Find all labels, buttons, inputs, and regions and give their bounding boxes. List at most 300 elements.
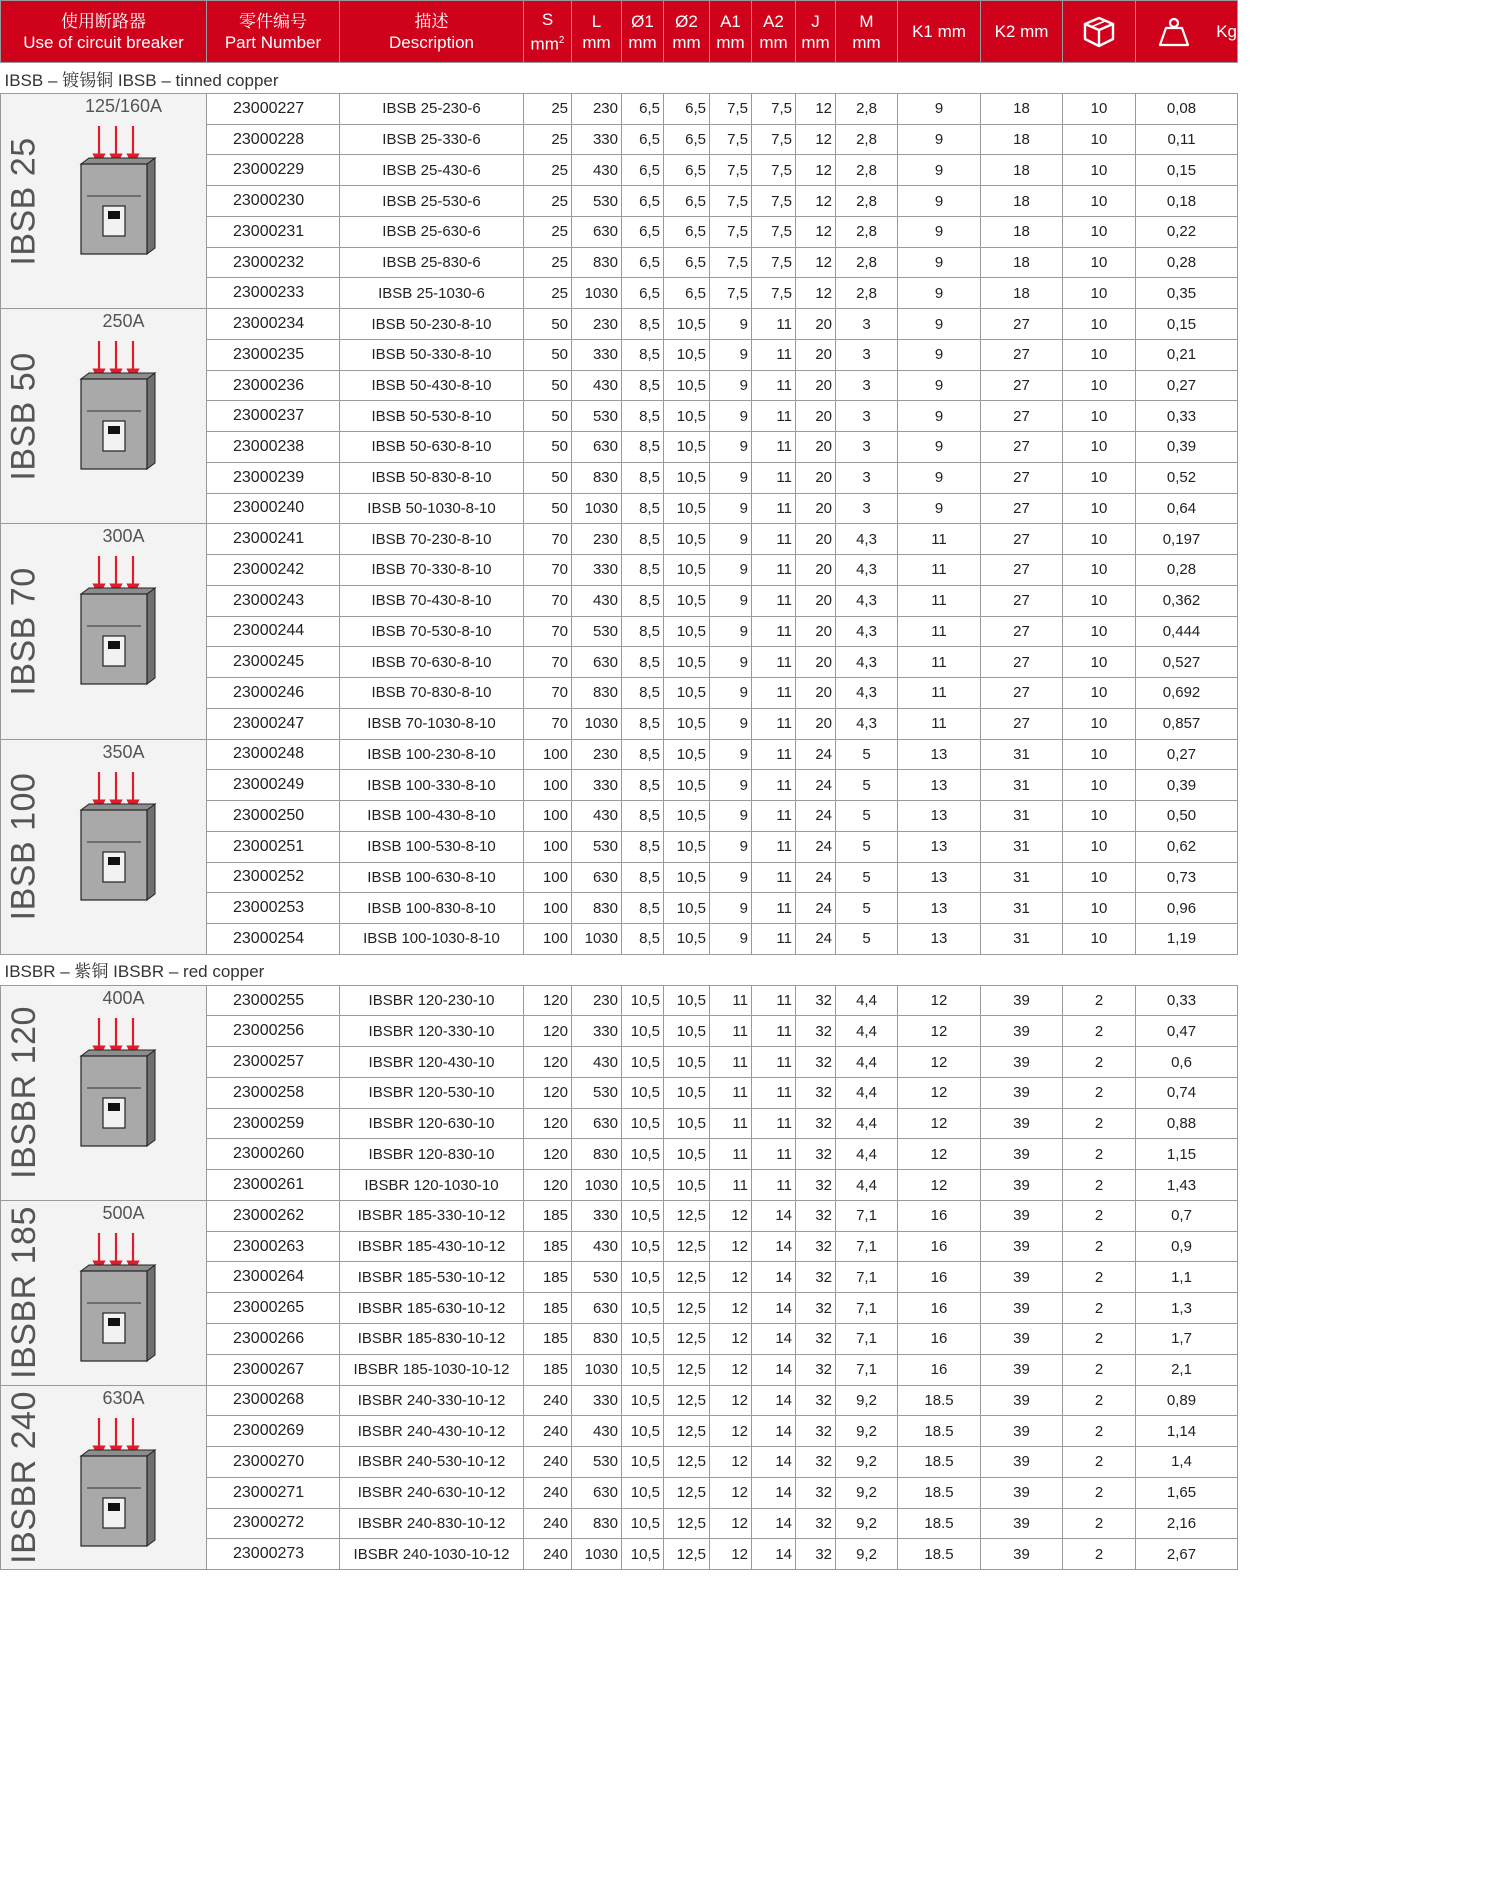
value-cell: 0,444 [1136,616,1238,647]
value-cell: 31 [981,831,1063,862]
value-cell: 1030 [572,278,622,309]
value-cell: 2 [1063,1077,1136,1108]
value-cell: 12 [796,124,836,155]
part-number-cell: 23000243 [207,585,340,616]
value-cell: 11 [710,1170,752,1201]
value-cell: 10,5 [664,432,710,463]
value-cell: 10,5 [664,524,710,555]
value-cell: 32 [796,1047,836,1078]
value-cell: 31 [981,770,1063,801]
value-cell: 12 [710,1539,752,1570]
value-cell: 10,5 [622,1416,664,1447]
value-cell: 8,5 [622,339,664,370]
col-breaker-header [1,1,207,63]
value-cell: 4,3 [836,524,898,555]
value-cell: 1,43 [1136,1170,1238,1201]
value-cell: 0,7 [1136,1200,1238,1231]
value-cell: 4,4 [836,1108,898,1139]
description-cell: IBSB 70-430-8-10 [340,585,524,616]
value-cell: 530 [572,1447,622,1478]
value-cell: 2 [1063,985,1136,1016]
value-cell: 2 [1063,1170,1136,1201]
part-number-cell: 23000264 [207,1262,340,1293]
description-cell: IBSBR 240-1030-10-12 [340,1539,524,1570]
value-cell: 20 [796,370,836,401]
value-cell: 1,7 [1136,1324,1238,1355]
value-cell: 32 [796,1324,836,1355]
value-cell: 9 [898,462,981,493]
col-m-label: M [859,11,874,31]
description-cell: IBSBR 185-430-10-12 [340,1231,524,1262]
breaker-group-cell [1,985,207,1200]
value-cell: 11 [752,585,796,616]
value-cell: 2 [1063,1016,1136,1047]
breaker-group-name: IBSBR 240 [4,1390,43,1564]
value-cell: 1,65 [1136,1477,1238,1508]
value-cell: 185 [524,1262,572,1293]
part-number-cell: 23000270 [207,1447,340,1478]
value-cell: 8,5 [622,893,664,924]
col-k2-header [981,1,1063,63]
breaker-group-cell [1,524,207,739]
value-cell: 10 [1063,432,1136,463]
value-cell: 9 [898,432,981,463]
value-cell: 10,5 [622,1477,664,1508]
value-cell: 0,197 [1136,524,1238,555]
value-cell: 4,4 [836,1170,898,1201]
part-number-cell: 23000228 [207,124,340,155]
part-number-cell: 23000248 [207,739,340,770]
value-cell: 11 [752,1108,796,1139]
value-cell: 11 [752,831,796,862]
value-cell: 16 [898,1231,981,1262]
value-cell: 3 [836,309,898,340]
part-number-cell: 23000238 [207,432,340,463]
part-number-cell: 23000258 [207,1077,340,1108]
value-cell: 0,9 [1136,1231,1238,1262]
value-cell: 24 [796,923,836,954]
value-cell: 11 [752,1139,796,1170]
value-cell: 430 [572,585,622,616]
value-cell: 70 [524,678,572,709]
part-number-cell: 23000232 [207,247,340,278]
value-cell: 10,5 [664,1108,710,1139]
value-cell: 10,5 [622,1077,664,1108]
value-cell: 10 [1063,862,1136,893]
value-cell: 11 [752,462,796,493]
col-desc-cn: 描述 [414,11,449,31]
value-cell: 0,6 [1136,1047,1238,1078]
value-cell: 27 [981,493,1063,524]
description-cell: IBSB 25-530-6 [340,186,524,217]
value-cell: 18 [981,216,1063,247]
value-cell: 12,5 [664,1385,710,1416]
value-cell: 11 [752,524,796,555]
value-cell: 11 [752,893,796,924]
value-cell: 10 [1063,124,1136,155]
value-cell: 18.5 [898,1416,981,1447]
value-cell: 6,5 [622,216,664,247]
value-cell: 11 [710,1108,752,1139]
section-title: IBSBR – 紫铜 IBSBR – red copper [1,954,1238,985]
value-cell: 530 [572,186,622,217]
value-cell: 7,5 [710,186,752,217]
description-cell: IBSBR 120-630-10 [340,1108,524,1139]
value-cell: 3 [836,493,898,524]
value-cell: 6,5 [664,124,710,155]
breaker-group-name: IBSB 25 [4,136,43,266]
value-cell: 185 [524,1200,572,1231]
value-cell: 11 [752,770,796,801]
value-cell: 20 [796,678,836,709]
value-cell: 20 [796,462,836,493]
description-cell: IBSB 25-1030-6 [340,278,524,309]
value-cell: 0,50 [1136,801,1238,832]
value-cell: 2 [1063,1385,1136,1416]
value-cell: 27 [981,401,1063,432]
value-cell: 27 [981,339,1063,370]
description-cell: IBSB 100-830-8-10 [340,893,524,924]
description-cell: IBSB 70-1030-8-10 [340,708,524,739]
value-cell: 13 [898,862,981,893]
value-cell: 2,1 [1136,1354,1238,1385]
value-cell: 16 [898,1293,981,1324]
part-number-cell: 23000253 [207,893,340,924]
value-cell: 70 [524,616,572,647]
col-j-header [796,1,836,63]
value-cell: 14 [752,1293,796,1324]
value-cell: 9 [710,555,752,586]
value-cell: 14 [752,1231,796,1262]
description-cell: IBSB 100-530-8-10 [340,831,524,862]
value-cell: 0,35 [1136,278,1238,309]
value-cell: 830 [572,247,622,278]
value-cell: 9 [710,739,752,770]
value-cell: 12 [898,1170,981,1201]
value-cell: 6,5 [622,186,664,217]
value-cell: 50 [524,493,572,524]
value-cell: 9 [710,801,752,832]
value-cell: 31 [981,862,1063,893]
value-cell: 9 [710,678,752,709]
value-cell: 16 [898,1200,981,1231]
value-cell: 9,2 [836,1539,898,1570]
table-row [1,524,1238,555]
value-cell: 11 [752,401,796,432]
value-cell: 13 [898,801,981,832]
value-cell: 1,4 [1136,1447,1238,1478]
table-row [1,309,1238,340]
description-cell: IBSBR 120-530-10 [340,1077,524,1108]
breaker-group-cell [1,309,207,524]
value-cell: 11 [710,1047,752,1078]
value-cell: 2 [1063,1354,1136,1385]
value-cell: 120 [524,985,572,1016]
value-cell: 16 [898,1262,981,1293]
value-cell: 11 [752,923,796,954]
value-cell: 100 [524,801,572,832]
value-cell: 32 [796,1077,836,1108]
value-cell: 10,5 [622,1200,664,1231]
col-part-cn: 零件编号 [239,11,307,31]
value-cell: 7,1 [836,1231,898,1262]
value-cell: 240 [524,1508,572,1539]
value-cell: 0,62 [1136,831,1238,862]
value-cell: 10,5 [664,339,710,370]
value-cell: 14 [752,1508,796,1539]
value-cell: 10 [1063,339,1136,370]
breaker-group-cell [1,739,207,954]
value-cell: 100 [524,739,572,770]
description-cell: IBSB 25-430-6 [340,155,524,186]
value-cell: 9 [898,370,981,401]
value-cell: 20 [796,524,836,555]
value-cell: 10,5 [622,1231,664,1262]
value-cell: 10,5 [664,309,710,340]
circuit-breaker-icon [77,1227,161,1367]
value-cell: 185 [524,1231,572,1262]
value-cell: 2 [1063,1293,1136,1324]
value-cell: 10,5 [664,1016,710,1047]
value-cell: 7,5 [710,155,752,186]
value-cell: 11 [752,555,796,586]
value-cell: 330 [572,555,622,586]
value-cell: 20 [796,401,836,432]
value-cell: 5 [836,831,898,862]
value-cell: 530 [572,1077,622,1108]
col-part-en: Part Number [224,32,322,52]
value-cell: 24 [796,770,836,801]
breaker-group-name: IBSBR 120 [4,1006,43,1180]
value-cell: 11 [898,585,981,616]
col-s-label: S [541,9,554,29]
value-cell: 11 [898,708,981,739]
description-cell: IBSBR 185-530-10-12 [340,1262,524,1293]
part-number-cell: 23000236 [207,370,340,401]
breaker-rating: 125/160A [84,96,163,116]
value-cell: 18.5 [898,1477,981,1508]
value-cell: 0,692 [1136,678,1238,709]
value-cell: 10 [1063,801,1136,832]
value-cell: 630 [572,1477,622,1508]
value-cell: 9 [710,339,752,370]
value-cell: 50 [524,462,572,493]
value-cell: 14 [752,1385,796,1416]
part-number-cell: 23000241 [207,524,340,555]
description-cell: IBSBR 185-330-10-12 [340,1200,524,1231]
part-number-cell: 23000237 [207,401,340,432]
value-cell: 39 [981,1016,1063,1047]
value-cell: 18.5 [898,1539,981,1570]
value-cell: 32 [796,1231,836,1262]
part-number-cell: 23000269 [207,1416,340,1447]
value-cell: 13 [898,831,981,862]
part-number-cell: 23000263 [207,1231,340,1262]
part-number-cell: 23000254 [207,923,340,954]
value-cell: 530 [572,401,622,432]
value-cell: 4,4 [836,1139,898,1170]
col-breaker-cn: 使用断路器 [61,11,146,31]
value-cell: 8,5 [622,862,664,893]
value-cell: 32 [796,1447,836,1478]
value-cell: 9 [898,278,981,309]
value-cell: 2 [1063,1200,1136,1231]
value-cell: 6,5 [622,124,664,155]
value-cell: 330 [572,1016,622,1047]
description-cell: IBSBR 240-630-10-12 [340,1477,524,1508]
description-cell: IBSB 50-630-8-10 [340,432,524,463]
breaker-group-name: IBSB 70 [4,567,43,696]
value-cell: 120 [524,1108,572,1139]
value-cell: 12,5 [664,1508,710,1539]
value-cell: 10 [1063,216,1136,247]
col-k1-header [898,1,981,63]
value-cell: 10 [1063,585,1136,616]
value-cell: 9 [898,247,981,278]
value-cell: 10,5 [664,862,710,893]
value-cell: 830 [572,1139,622,1170]
value-cell: 39 [981,1385,1063,1416]
value-cell: 11 [752,708,796,739]
value-cell: 120 [524,1170,572,1201]
value-cell: 31 [981,893,1063,924]
table-row [1,739,1238,770]
value-cell: 8,5 [622,432,664,463]
value-cell: 18 [981,155,1063,186]
spec-table-body [1,63,1238,1570]
value-cell: 5 [836,739,898,770]
value-cell: 27 [981,708,1063,739]
value-cell: 10,5 [664,647,710,678]
value-cell: 430 [572,801,622,832]
value-cell: 120 [524,1047,572,1078]
description-cell: IBSBR 185-630-10-12 [340,1293,524,1324]
value-cell: 0,64 [1136,493,1238,524]
value-cell: 39 [981,985,1063,1016]
value-cell: 32 [796,1139,836,1170]
value-cell: 11 [898,647,981,678]
value-cell: 13 [898,893,981,924]
value-cell: 0,52 [1136,462,1238,493]
value-cell: 32 [796,1385,836,1416]
value-cell: 240 [524,1385,572,1416]
value-cell: 27 [981,647,1063,678]
value-cell: 5 [836,862,898,893]
value-cell: 27 [981,555,1063,586]
part-number-cell: 23000262 [207,1200,340,1231]
value-cell: 12 [898,1047,981,1078]
description-cell: IBSBR 120-830-10 [340,1139,524,1170]
value-cell: 10,5 [664,370,710,401]
value-cell: 830 [572,1508,622,1539]
table-row [1,1385,1238,1416]
col-a2-unit: mm [759,32,788,52]
value-cell: 50 [524,339,572,370]
part-number-cell: 23000250 [207,801,340,832]
col-l-header [572,1,622,63]
value-cell: 12 [796,186,836,217]
col-d2-header [664,1,710,63]
value-cell: 3 [836,370,898,401]
value-cell: 6,5 [622,155,664,186]
value-cell: 12 [710,1385,752,1416]
value-cell: 2 [1063,1324,1136,1355]
value-cell: 7,5 [752,278,796,309]
value-cell: 20 [796,339,836,370]
col-a1-unit: mm [716,32,745,52]
value-cell: 2 [1063,1416,1136,1447]
value-cell: 9 [710,462,752,493]
description-cell: IBSBR 120-330-10 [340,1016,524,1047]
col-s-unit: mm [530,34,559,54]
value-cell: 4,4 [836,1077,898,1108]
value-cell: 10,5 [664,616,710,647]
value-cell: 10,5 [664,985,710,1016]
value-cell: 0,362 [1136,585,1238,616]
description-cell: IBSB 70-230-8-10 [340,524,524,555]
value-cell: 11 [898,616,981,647]
value-cell: 9 [710,770,752,801]
value-cell: 14 [752,1416,796,1447]
value-cell: 39 [981,1447,1063,1478]
value-cell: 70 [524,555,572,586]
value-cell: 1030 [572,1170,622,1201]
value-cell: 7,1 [836,1200,898,1231]
value-cell: 12 [796,94,836,125]
value-cell: 9 [710,616,752,647]
part-number-cell: 23000251 [207,831,340,862]
value-cell: 14 [752,1539,796,1570]
value-cell: 0,39 [1136,432,1238,463]
col-kg-label: Kg [1216,22,1237,41]
value-cell: 11 [752,493,796,524]
value-cell: 9,2 [836,1385,898,1416]
description-cell: IBSB 50-830-8-10 [340,462,524,493]
value-cell: 12,5 [664,1293,710,1324]
value-cell: 8,5 [622,770,664,801]
value-cell: 9 [710,370,752,401]
value-cell: 10 [1063,493,1136,524]
part-number-cell: 23000265 [207,1293,340,1324]
value-cell: 27 [981,432,1063,463]
value-cell: 10,5 [622,1139,664,1170]
description-cell: IBSBR 240-530-10-12 [340,1447,524,1478]
value-cell: 10 [1063,616,1136,647]
value-cell: 12 [710,1200,752,1231]
value-cell: 240 [524,1447,572,1478]
value-cell: 18.5 [898,1508,981,1539]
value-cell: 10,5 [622,1047,664,1078]
col-d2-unit: mm [672,32,701,52]
value-cell: 8,5 [622,555,664,586]
value-cell: 1,3 [1136,1293,1238,1324]
value-cell: 11 [752,985,796,1016]
value-cell: 20 [796,616,836,647]
value-cell: 12 [898,1016,981,1047]
weight-icon [1157,15,1191,49]
value-cell: 10,5 [664,1139,710,1170]
circuit-breaker-icon [77,1012,161,1152]
value-cell: 70 [524,647,572,678]
value-cell: 430 [572,370,622,401]
value-cell: 0,08 [1136,94,1238,125]
part-number-cell: 23000247 [207,708,340,739]
value-cell: 32 [796,1016,836,1047]
value-cell: 31 [981,923,1063,954]
value-cell: 5 [836,923,898,954]
value-cell: 2 [1063,1108,1136,1139]
value-cell: 12 [710,1262,752,1293]
